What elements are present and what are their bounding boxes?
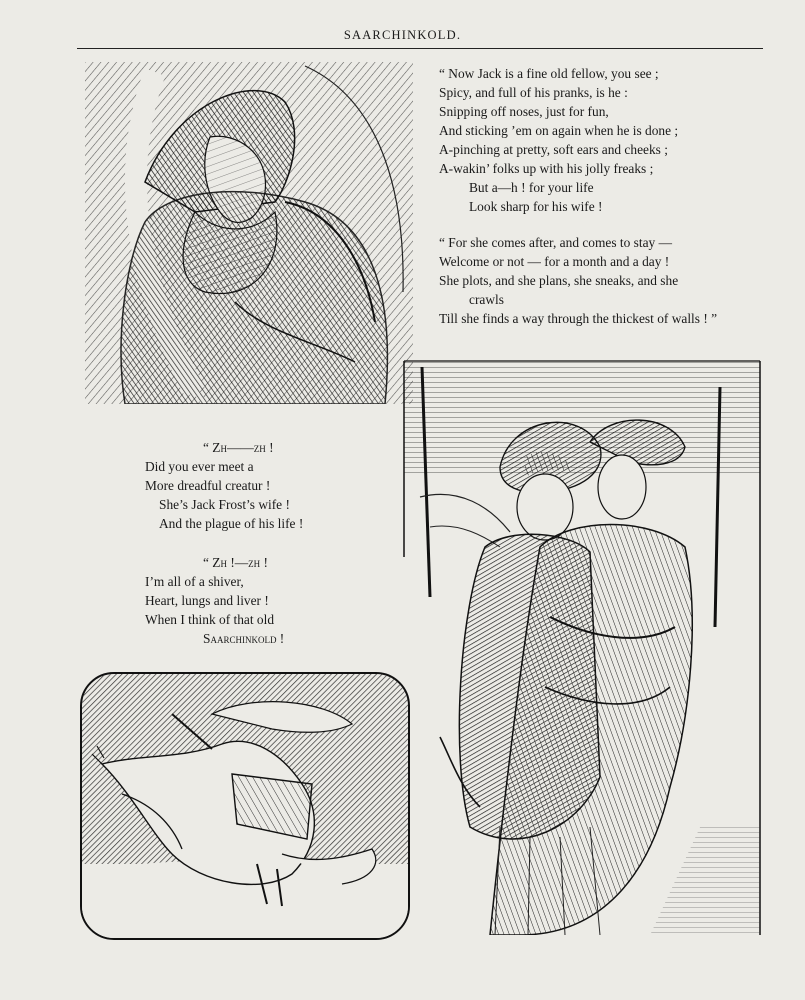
illustration-hooded-woman [85,62,413,404]
verse-line: “ Zh——zh ! [203,440,274,455]
verse-line: Spicy, and full of his pranks, is he : [439,85,628,100]
verse-line: When I think of that old [145,612,275,627]
verse-line: Look sharp for his wife ! [469,199,603,214]
verse-jack-frost [439,64,678,216]
verse-all-of-a-shiver [145,553,284,648]
header-rule [77,48,763,49]
verse-line: And sticking ’em on again when he is done ; [439,123,679,138]
verse-line: “ Now Jack is a fine old fellow, you see ; [439,66,659,81]
verse-line: More dreadful creatur ! [145,478,271,493]
verse-line: Snipping off noses, just for fun, [439,104,609,119]
verse-zh-zh [145,438,303,533]
verse-she-comes-after [439,233,717,328]
verse-line: And the plague of his life ! [159,516,304,531]
verse-line: She’s Jack Frost’s wife ! [159,497,290,512]
verse-line: Heart, lungs and liver ! [145,593,269,608]
verse-line: “ Zh !—zh ! [203,555,268,570]
verse-line: A-wakin’ folks up with his jolly freaks ; [439,161,654,176]
verse-line: But a—h ! for your life [469,180,594,195]
illustration-windblown-figure [80,672,410,940]
verse-line: “ For she comes after, and comes to stay — [439,235,672,250]
running-head-title: SAARCHINKOLD. [343,28,462,42]
verse-line: Welcome or not — for a month and a day ! [439,254,670,269]
verse-line: Saarchinkold ! [203,631,285,646]
verse-line: Till she finds a way through the thickest of walls ! ” [439,311,718,326]
verse-line: Did you ever meet a [145,459,254,474]
verse-line: A-pinching at pretty, soft ears and cheeks ; [439,142,668,157]
verse-line: I’m all of a shiver, [145,574,244,589]
illustration-two-women-in-snow [400,357,765,935]
verse-line: She plots, and she plans, she sneaks, and she [439,273,679,288]
verse-line: crawls [469,292,504,307]
